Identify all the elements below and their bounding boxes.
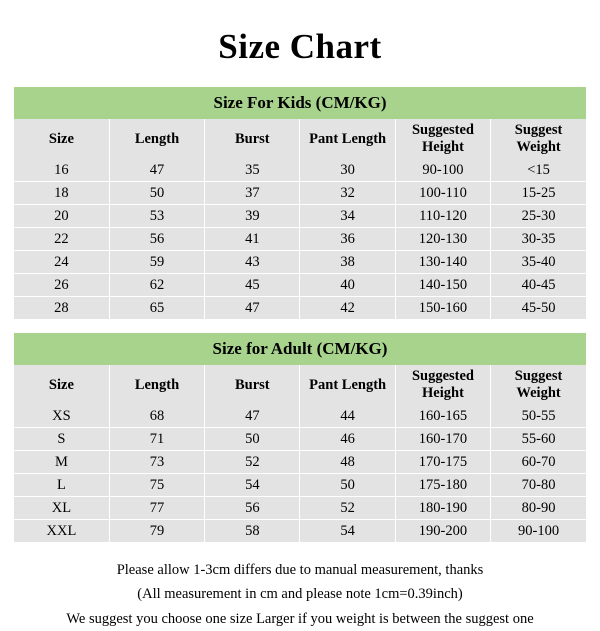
cell-suggested-height: 170-175: [395, 451, 490, 474]
table-row: [14, 228, 586, 251]
header-burst: Burst: [205, 365, 300, 405]
table-row: [14, 474, 586, 497]
page-title: Size Chart: [218, 27, 382, 66]
adult-band-label: Size for Adult: [212, 339, 313, 358]
cell-burst: 50: [205, 428, 300, 451]
cell-burst: 58: [205, 520, 300, 543]
note-line-3: We suggest you choose one size Larger if you weight is between the suggest one: [66, 610, 534, 627]
cell-pant-length: 46: [300, 428, 395, 451]
cell-length: 71: [109, 428, 204, 451]
cell-length: 73: [109, 451, 204, 474]
cell-suggested-height: 100-110: [395, 182, 490, 205]
cell-suggest-weight: 15-25: [491, 182, 586, 205]
header-suggested-height: Suggested Height: [395, 365, 490, 405]
cell-suggest-weight: 60-70: [491, 451, 586, 474]
header-size: Size: [14, 365, 109, 405]
cell-pant-length: 52: [300, 497, 395, 520]
table-row: [14, 428, 586, 451]
table-row: [14, 205, 586, 228]
kids-band-unit: (CM/KG): [315, 93, 387, 112]
table-row: [14, 451, 586, 474]
cell-size: 26: [14, 274, 109, 297]
header-suggested-height: Suggested Height: [395, 119, 490, 159]
cell-length: 68: [109, 405, 204, 428]
table-row: [14, 405, 586, 428]
table-header-row: [14, 365, 586, 405]
cell-length: 75: [109, 474, 204, 497]
header-size: Size: [14, 119, 109, 159]
cell-size: 16: [14, 159, 109, 182]
cell-size: 22: [14, 228, 109, 251]
cell-size: 24: [14, 251, 109, 274]
header-pant-length: Pant Length: [300, 365, 395, 405]
table-row: [14, 274, 586, 297]
cell-size: XXL: [14, 520, 109, 543]
cell-burst: 43: [205, 251, 300, 274]
cell-burst: 52: [205, 451, 300, 474]
note-line-2: (All measurement in cm and please note 1cm=0.39inch): [137, 586, 463, 603]
cell-suggested-height: 140-150: [395, 274, 490, 297]
cell-suggest-weight: 35-40: [491, 251, 586, 274]
cell-burst: 47: [205, 297, 300, 320]
kids-band-title: [14, 87, 586, 119]
header-length: Length: [109, 365, 204, 405]
header-suggest-weight: Suggest Weight: [491, 365, 586, 405]
table-row: [14, 520, 586, 543]
cell-suggest-weight: 55-60: [491, 428, 586, 451]
cell-length: 50: [109, 182, 204, 205]
header-length: Length: [109, 119, 204, 159]
cell-suggested-height: 180-190: [395, 497, 490, 520]
cell-pant-length: 42: [300, 297, 395, 320]
cell-suggest-weight: <15: [491, 159, 586, 182]
cell-suggest-weight: 90-100: [491, 520, 586, 543]
cell-suggested-height: 110-120: [395, 205, 490, 228]
cell-burst: 35: [205, 159, 300, 182]
header-pant-length: Pant Length: [300, 119, 395, 159]
cell-length: 79: [109, 520, 204, 543]
size-chart-page: [0, 27, 600, 627]
cell-suggested-height: 90-100: [395, 159, 490, 182]
cell-length: 59: [109, 251, 204, 274]
table-row: [14, 297, 586, 320]
cell-burst: 47: [205, 405, 300, 428]
table-row: [14, 497, 586, 520]
cell-pant-length: 30: [300, 159, 395, 182]
cell-size: 28: [14, 297, 109, 320]
cell-size: XS: [14, 405, 109, 428]
table-gap: [14, 319, 586, 333]
cell-suggest-weight: 50-55: [491, 405, 586, 428]
cell-suggest-weight: 45-50: [491, 297, 586, 320]
cell-size: M: [14, 451, 109, 474]
adult-size-table: [14, 333, 586, 542]
cell-suggested-height: 190-200: [395, 520, 490, 543]
cell-burst: 54: [205, 474, 300, 497]
cell-suggested-height: 160-165: [395, 405, 490, 428]
cell-pant-length: 48: [300, 451, 395, 474]
cell-length: 53: [109, 205, 204, 228]
table-row: [14, 159, 586, 182]
cell-burst: 37: [205, 182, 300, 205]
cell-suggested-height: 160-170: [395, 428, 490, 451]
header-suggest-weight: Suggest Weight: [491, 119, 586, 159]
cell-size: S: [14, 428, 109, 451]
cell-suggest-weight: 40-45: [491, 274, 586, 297]
cell-size: XL: [14, 497, 109, 520]
cell-length: 56: [109, 228, 204, 251]
cell-length: 47: [109, 159, 204, 182]
adult-band-title: [14, 333, 586, 365]
cell-size: 18: [14, 182, 109, 205]
cell-suggest-weight: 80-90: [491, 497, 586, 520]
cell-pant-length: 54: [300, 520, 395, 543]
cell-pant-length: 40: [300, 274, 395, 297]
cell-size: L: [14, 474, 109, 497]
header-burst: Burst: [205, 119, 300, 159]
cell-suggest-weight: 70-80: [491, 474, 586, 497]
cell-suggested-height: 150-160: [395, 297, 490, 320]
table-band-row: [14, 333, 586, 365]
table-row: [14, 251, 586, 274]
cell-suggested-height: 175-180: [395, 474, 490, 497]
note-line-1: Please allow 1-3cm differs due to manual measurement, thanks: [116, 562, 484, 578]
cell-suggest-weight: 30-35: [491, 228, 586, 251]
kids-band-label: Size For Kids: [213, 93, 312, 112]
cell-pant-length: 50: [300, 474, 395, 497]
cell-suggested-height: 120-130: [395, 228, 490, 251]
adult-band-unit: (CM/KG): [316, 339, 388, 358]
table-header-row: [14, 119, 586, 159]
cell-suggested-height: 130-140: [395, 251, 490, 274]
table-band-row: [14, 87, 586, 119]
cell-burst: 45: [205, 274, 300, 297]
kids-size-table: [14, 87, 586, 319]
cell-burst: 39: [205, 205, 300, 228]
cell-size: 20: [14, 205, 109, 228]
cell-pant-length: 34: [300, 205, 395, 228]
cell-pant-length: 44: [300, 405, 395, 428]
cell-length: 62: [109, 274, 204, 297]
measurement-notes: [14, 558, 586, 631]
cell-length: 77: [109, 497, 204, 520]
cell-pant-length: 38: [300, 251, 395, 274]
cell-pant-length: 36: [300, 228, 395, 251]
cell-pant-length: 32: [300, 182, 395, 205]
cell-burst: 41: [205, 228, 300, 251]
table-row: [14, 182, 586, 205]
cell-burst: 56: [205, 497, 300, 520]
cell-length: 65: [109, 297, 204, 320]
cell-suggest-weight: 25-30: [491, 205, 586, 228]
